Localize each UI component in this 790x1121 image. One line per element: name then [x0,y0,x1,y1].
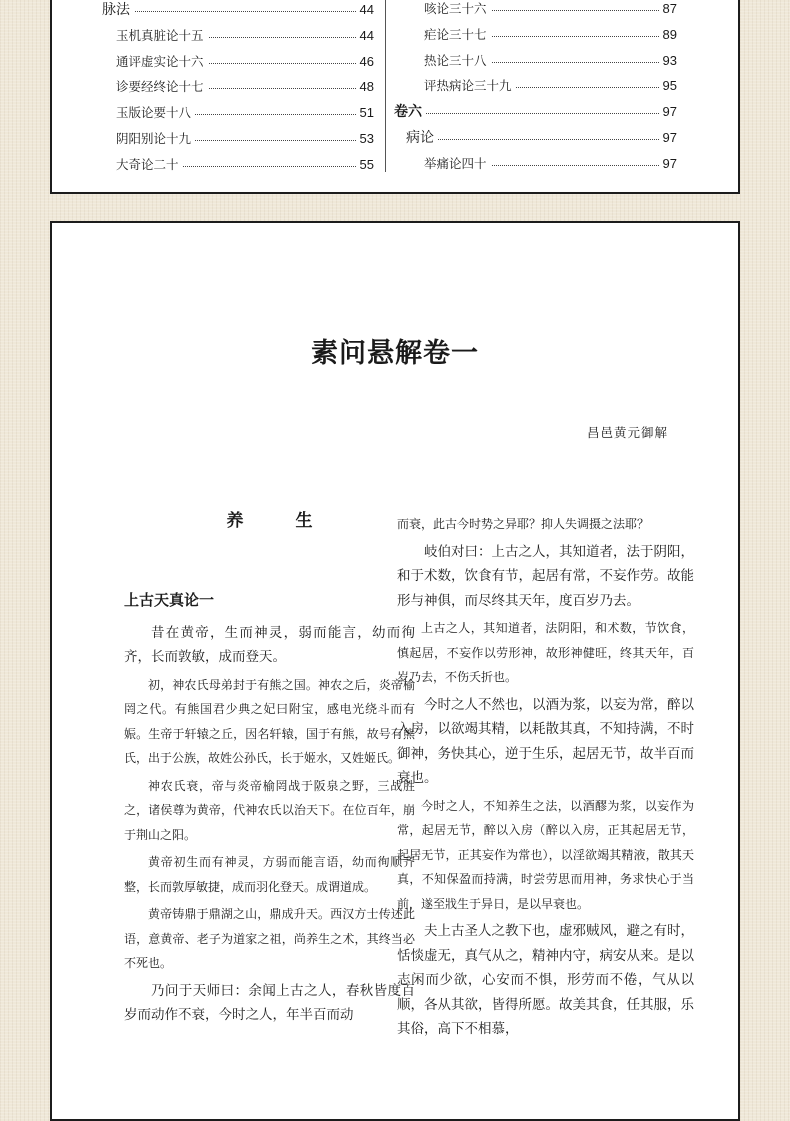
toc-entry[interactable] [394,50,677,72]
toc-leader-dots [102,11,374,12]
toc-entry-page: 95 [659,75,677,97]
toc-entry[interactable] [394,0,677,20]
toc-entry[interactable] [102,25,374,47]
left-paragraphs [124,621,415,1028]
toc-entry-title: 卷六 [394,101,426,123]
toc-entry-title: 通评虚实论十六 [102,51,208,73]
text-column-left [124,509,415,1028]
toc-entry-title: 大奇论二十 [102,154,183,176]
toc-entry[interactable] [102,128,374,150]
text-paragraph: 昔在黄帝，生而神灵，弱而能言，幼而徇齐，长而敦敏，成而登天。 [124,624,415,665]
toc-page [50,0,740,194]
text-column-right [397,512,694,1042]
chapter-heading: 上古天真论一 [124,591,215,609]
commentary-paragraph: 初，神农氏母弟封于有熊之国。神农之后，炎帝榆罔之代。有熊国君少典之妃曰附宝，感电光绕斗而有娠。生帝于轩辕之丘，因名轩辕，国于有熊，故号有熊氏，出于公族，故姓公孙氏，长于姬水，又姓姬氏。 [124,677,415,765]
right-paragraphs [397,512,694,1042]
toc-entry-title: 举痛论四十 [394,153,491,175]
toc-entry-page: 48 [356,76,374,98]
toc-entry-title: 评热病论三十九 [394,75,516,97]
text-paragraph: 夫上古圣人之教下也，虚邪贼风，避之有时，恬惔虚无，真气从之，精神内守，病安从来。是以志闲而少欲，心安而不惧，形劳而不倦，气从以顺，各从其欲，皆得所愿。故美其食，任其服，乐其俗，高下不相慕， [397,923,694,1037]
commentary-paragraph: 黄帝铸鼎于鼎湖之山，鼎成升天。西汉方士传述此语，意黄帝、老子为道家之祖，尚养生之术，其终当必不死也。 [124,907,415,970]
toc-entry-page: 93 [659,50,677,72]
commentary-paragraph: 黄帝初生而有神灵，方弱而能言语，幼而徇顺齐整，长而敦厚敏捷，成而羽化登天。成谓道成。 [124,855,415,894]
toc-leader-dots [394,113,677,114]
toc-entry[interactable] [394,153,677,175]
toc-entry-page: 44 [356,0,374,21]
toc-entry[interactable] [102,102,374,124]
toc-entry-title: 脉法 [102,0,134,21]
commentary-paragraph: 神农氏衰，帝与炎帝榆罔战于阪泉之野，三战胜之，诸侯尊为黄帝，代神农氏以治天下。在位百年，崩于荆山之阳。 [124,778,415,842]
toc-entry-page: 44 [356,25,374,47]
text-paragraph: 乃问于天师曰：余闻上古之人，春秋皆度百岁而动作不衰，今时之人，年半百而动 [124,982,415,1023]
toc-entry-title: 诊要经终论十七 [102,76,208,98]
toc-entry-title: 疟论三十七 [394,24,491,46]
toc-entry-page: 46 [356,51,374,73]
toc-entry[interactable] [102,0,374,21]
commentary-paragraph: 上古之人，其知道者，法阴阳，和术数，节饮食，慎起居，不妄作以劳形神，故形神健旺，终其天年，百岁乃去，不伤夭折也。 [397,621,694,684]
toc-entry-page: 51 [356,102,374,124]
toc-entry[interactable] [394,75,677,97]
toc-entry[interactable] [394,127,677,149]
annotator-credit: 昌邑黄元御解 [586,425,668,440]
toc-entry-page: 97 [659,153,677,175]
toc-entry-title: 阴阳别论十九 [102,128,195,150]
volume-title: 素问悬解卷一 [311,338,479,369]
toc-entry-page: 97 [659,101,677,123]
toc-entry[interactable] [394,24,677,46]
commentary-paragraph: 而衰，此古今时势之异耶？抑人失调摄之法耶？ [397,517,650,531]
toc-entry-title: 热论三十八 [394,50,491,72]
toc-entry-title: 咳论三十六 [394,0,491,20]
toc-entry[interactable] [102,51,374,73]
toc-entry-page: 89 [659,24,677,46]
text-paragraph: 岐伯对曰：上古之人，其知道者，法于阴阳，和于术数，饮食有节，起居有常，不妄作劳。故能形与神俱，而尽终其天年，度百岁乃去。 [397,543,694,609]
toc-entry[interactable] [102,76,374,98]
toc-entry[interactable] [394,101,677,123]
toc-entry-page: 55 [356,154,374,176]
book-page [50,221,740,1121]
toc-entry-page: 97 [659,127,677,149]
text-paragraph: 今时之人不然也，以酒为浆，以妄为常，醉以入房，以欲竭其精，以耗散其真，不知持满，不时御神，务快其心，逆于生乐，起居无节，故半百而衰也。 [397,696,694,786]
toc-entry-title: 玉机真脏论十五 [102,25,208,47]
toc-entry-title: 病论 [394,127,438,149]
section-heading: 养生 [226,511,365,531]
commentary-paragraph: 今时之人，不知养生之法，以酒醪为浆，以妄作为常，起居无节，醉以入房（醉以入房，正其起居无节，起居无节，正其妄作为常也），以淫欲竭其精液，散其天真，不知保盈而持满，时尝劳思而用神，务求快心于当前，遂至戕生于异日，是以早衰也。 [397,798,694,911]
toc-entry-page: 53 [356,128,374,150]
toc-entry-page: 87 [659,0,677,20]
toc-entry[interactable] [102,154,374,176]
toc-column-divider [385,0,386,172]
toc-entry-title: 玉版论要十八 [102,102,195,124]
